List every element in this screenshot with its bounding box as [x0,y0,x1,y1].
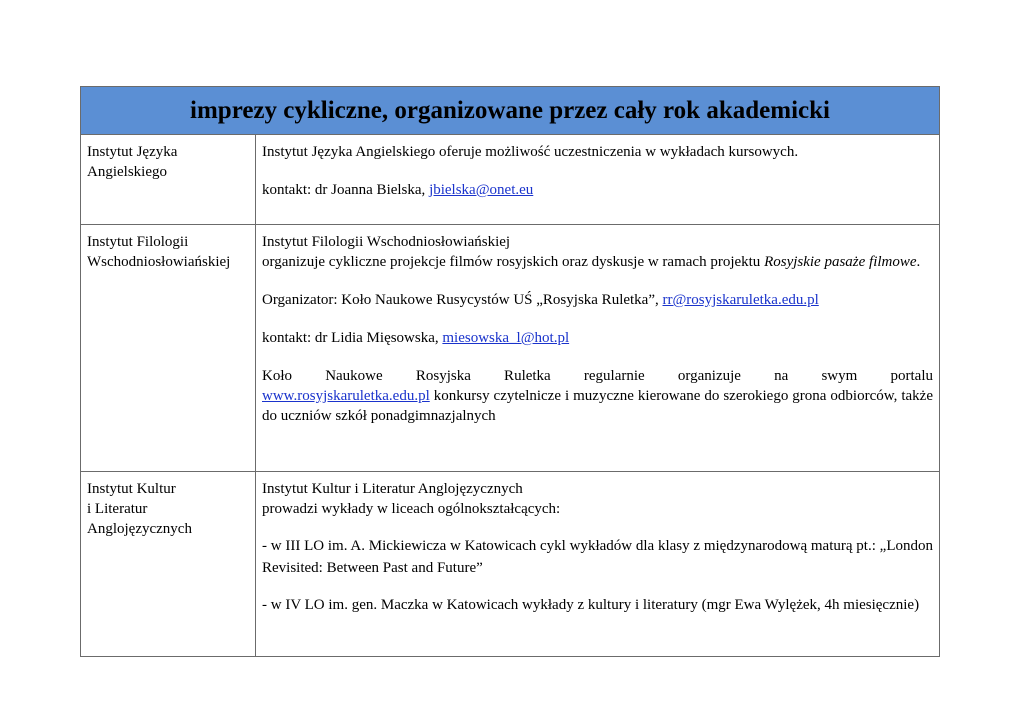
organizer-label: Organizator: Koło Naukowe Rusycystów UŚ „Rosyjska Ruletka”, [262,292,663,308]
lecture-item: - w III LO im. A. Mickiewicza w Katowicach cykl wykładów dla klasy z międzynarodową maturą pt.: „London Revisited: Between Past and Future” [262,538,933,576]
institute-name-line: Angielskiego [87,164,167,180]
institute-name-line: i Literatur [87,501,148,517]
description-end: . [916,254,921,270]
institute-cell [81,472,256,657]
portal-text: konkursy czytelnicze i muzyczne kierowane do szerokiego grona odbiorców, także do uczniów szkół ponadgimnazjalnych [262,388,933,424]
institute-name-line: Instytut Języka [87,144,178,160]
description-text: organizuje cykliczne projekcje filmów rosyjskich oraz dyskusje w ramach projektu [262,254,765,270]
table-title-cell [81,87,940,135]
portal-link[interactable]: www.rosyjskaruletka.edu.pl [262,388,430,404]
contact-paragraph [262,180,933,200]
table-row [81,225,940,472]
description-cell [256,225,940,472]
contact-email-link[interactable]: jbielska@onet.eu [429,182,534,198]
institute-cell [81,135,256,225]
table-title: imprezy cykliczne, organizowane przez cały rok akademicki [190,96,830,124]
description-paragraph: Instytut Języka Angielskiego oferuje możliwość uczestniczenia w wykładach kursowych. [262,144,799,160]
project-name: Rosyjskie pasaże filmowe [764,254,917,270]
table-row [81,135,940,225]
contact-label: kontakt: dr Joanna Bielska, [262,182,430,198]
institute-name-line: Wschodniosłowiańskiej [87,254,231,270]
contact-email-link[interactable]: miesowska_l@hot.pl [442,330,570,346]
description-text: prowadzi wykłady w liceach ogólnokształcących: [262,501,561,517]
institute-name-line: Instytut Filologii [87,234,189,250]
portal-paragraph [262,366,933,426]
contact-label: kontakt: dr Lidia Mięsowska, [262,330,443,346]
description-paragraph [262,232,933,272]
events-table [80,86,940,657]
contact-paragraph [262,328,933,348]
description-paragraph [262,479,933,519]
institute-cell [81,225,256,472]
organizer-paragraph [262,290,933,310]
description-heading: Instytut Filologii Wschodniosłowiańskiej [262,234,511,250]
description-heading: Instytut Kultur i Literatur Anglojęzycznych [262,481,523,497]
table-row [81,472,940,657]
lecture-item: - w IV LO im. gen. Maczka w Katowicach wykłady z kultury i literatury (mgr Ewa Wylężek, 4h miesięcznie) [262,597,920,613]
portal-intro: Koło Naukowe Rosyjska Ruletka regularnie organizuje na swym portalu [262,368,933,384]
organizer-email-link[interactable]: rr@rosyjskaruletka.edu.pl [662,292,819,308]
institute-name-line: Instytut Kultur [87,481,176,497]
institute-name-line: Anglojęzycznych [87,521,192,537]
description-cell [256,472,940,657]
description-cell [256,135,940,225]
